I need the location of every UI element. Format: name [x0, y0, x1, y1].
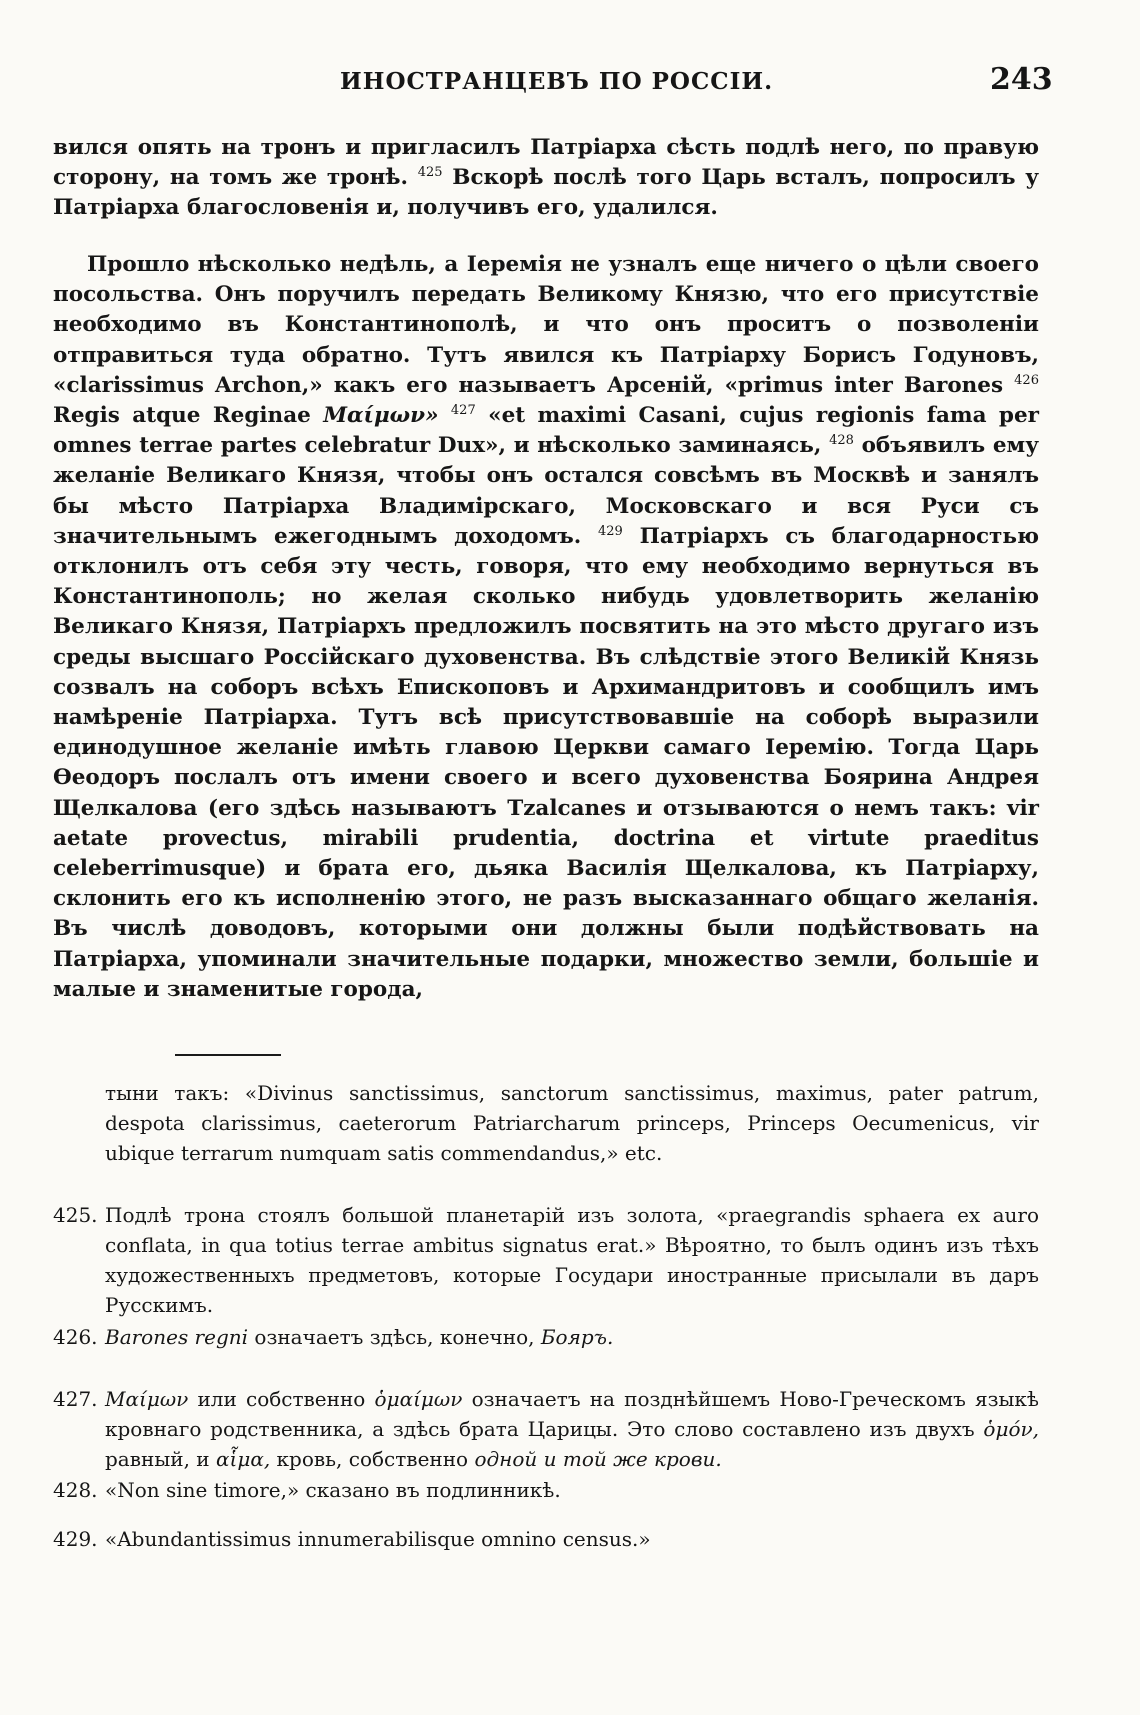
footnote-428: [53, 1475, 1039, 1505]
footnote-ref-428: 428: [829, 433, 854, 449]
paragraph-2-text-a: Прошло нѣсколько недѣль, а Іеремія не узналъ еще ничего о цѣли своего посольства. Онъ поручилъ передать Великому Князю, что его присутствіе необходимо въ Константинополѣ, и что онъ проситъ о позволеніи отправиться туда обратно. Тутъ явился къ Патріарху Борисъ Годуновъ, «clarissimus Archon,» какъ его называетъ Арсеній, «primus inter Barones: [53, 252, 1039, 398]
footnote-italic: Barones regni: [105, 1325, 249, 1349]
footnote-text: означаетъ здѣсь, конечно,: [254, 1325, 535, 1349]
footnote-text: или собственно: [197, 1387, 366, 1411]
footnote-text: «Non sine timore,» сказано въ подлинникѣ.: [105, 1478, 561, 1502]
greek-word: ὁμόν,: [983, 1417, 1040, 1441]
paragraph-1: [53, 133, 1039, 224]
footnote-text: равный, и: [105, 1447, 210, 1471]
footnote-divider: [175, 1054, 281, 1056]
footnote-text: Подлѣ трона стоялъ большой планетарій изъ золота, «praegrandis sphaera ex auro conflata, in qua totius terrae ambitus signatus erat.» Вѣроятно, то былъ одинъ изъ тѣхъ художественныхъ предметовъ, которые Государи иностранные присылали въ даръ Русскимъ.: [105, 1203, 1039, 1317]
footnote-text: кровь, собственно: [276, 1447, 469, 1471]
footnote-text: «Abundantissimus innumerabilisque omnino census.»: [105, 1527, 651, 1551]
footnote-number: 429.: [53, 1527, 98, 1551]
footnote-ref-427: 427: [450, 403, 476, 419]
footnote-italic: одной и той же крови.: [474, 1447, 722, 1471]
footnote-number: 427.: [53, 1387, 98, 1411]
footnote-425: [53, 1200, 1039, 1320]
footnote-427: [53, 1384, 1039, 1474]
greek-word: Μαίμων»: [323, 403, 439, 429]
paragraph-2-text-e: Патріархъ съ благодарностью отклонилъ отъ себя эту честь, говоря, что ему необходимо вернуться въ Константинополь; но желая сколько нибудь удовлетворить желанію Великаго Князя, Патріархъ предложилъ посвятить на это мѣсто другаго изъ среды высшаго Россійскаго духовенства. Въ слѣдствіе этого Великій Князь созвалъ на соборъ всѣхъ Епископовъ и Архимандритовъ и сообщилъ имъ намѣреніе Патріарха. Тутъ всѣ присутствовавшіе на соборѣ выразили единодушное желаніе имѣть главою Церкви самаго Іеремію. Тогда Царь Ѳеодоръ послалъ отъ имени своего и всего духовенства Боярина Андрея Щелкалова (его здѣсь называютъ Tzalcanes и отзываются о немъ такъ: vir aetate provectus, mirabili prudentia, doctrina et virtute praeditus celeberrimusque) и брата его, дьяка Василія Щелкалова, къ Патріарху, склонить его къ исполненію этого, не разъ высказаннаго общаго желанія. Въ числѣ доводовъ, которыми они должны были подѣйствовать на Патріарха, упоминали значительные подарки, множество земли, большіе и малые и знаменитые города,: [53, 523, 1039, 1002]
paragraph-1-text-a: вился опять на тронъ и пригласилъ Патріарха сѣсть подлѣ него, по правую сторону, на томъ же тронѣ.: [53, 135, 1039, 191]
footnote-italic: Бояръ.: [540, 1325, 614, 1349]
footnote-429: [53, 1524, 1039, 1554]
paragraph-2: [53, 250, 1039, 1005]
greek-word: ὁμαίμων: [374, 1387, 463, 1411]
footnote-ref-425: 425: [417, 165, 443, 181]
footnote-continuation: тыни такъ: «Divinus sanctissimus, sanctorum sanctissimus, maximus, pater patrum, despota clarissimus, caeterorum Patriarcharum princeps, Princeps Oecumenicus, vir ubique terrarum numquam satis commendandus,» etc.: [105, 1081, 1039, 1165]
paragraph-2-text-d: объявилъ ему желаніе Великаго Князя, чтобы онъ остался совсѣмъ въ Москвѣ и занялъ бы мѣсто Патріарха Владимірскаго, Московскаго и вся Руси съ значительнымъ ежегоднымъ доходомъ.: [53, 433, 1039, 549]
greek-word: Μαίμων: [105, 1387, 189, 1411]
footnote-number: 426.: [53, 1325, 98, 1349]
page-number: 243: [990, 62, 1053, 97]
paragraph-1-text-b: Вскорѣ послѣ того Царь всталъ, попросилъ у Патріарха благословенія и, получивъ его, удалился.: [53, 165, 1039, 221]
paragraph-2-text-c: «et maximi Casani, cujus regionis fama per omnes terrae partes celebratur Dux», и нѣсколько заминаясь,: [53, 403, 1039, 459]
footnote-ref-429: 429: [598, 523, 623, 539]
page-header: [0, 62, 1140, 108]
running-title: ИНОСТРАНЦЕВЪ ПО РОССІИ.: [340, 68, 774, 95]
footnote-number: 425.: [53, 1203, 98, 1227]
footnote-426: [53, 1322, 1039, 1352]
footnote-ref-426: 426: [1014, 372, 1039, 388]
paragraph-2-text-b: Regis atque Reginae: [53, 403, 311, 429]
footnote-text: означаетъ на позднѣйшемъ Ново-Греческомъ языкѣ кровнаго родственника, а здѣсь брата Царицы. Это слово составлено изъ двухъ: [105, 1387, 1039, 1441]
footnote-number: 428.: [53, 1478, 98, 1502]
greek-word: αἷμα,: [215, 1447, 271, 1471]
